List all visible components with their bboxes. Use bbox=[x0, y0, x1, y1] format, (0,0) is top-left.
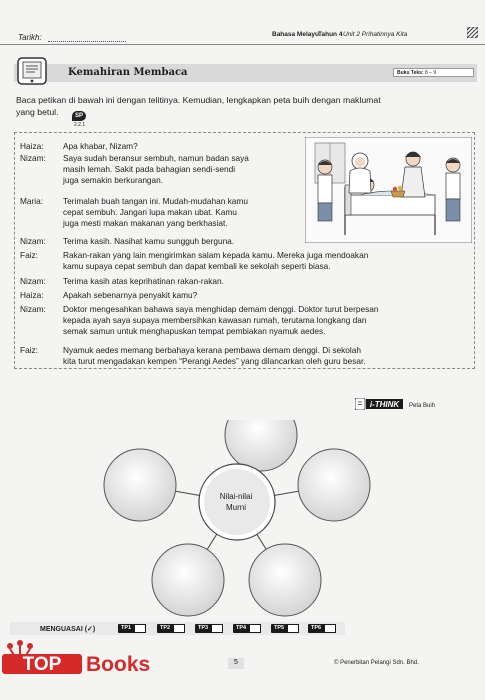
dialogue-line: Terima kasih atas keprihatinan rakan-rakan. bbox=[63, 276, 224, 286]
speaker-name: Nizam: bbox=[20, 236, 46, 246]
header-subject: Bahasa Melayu bbox=[272, 31, 319, 38]
mastery-level-6 bbox=[308, 624, 336, 633]
speaker-name: Faiz: bbox=[20, 250, 38, 260]
mastery-level-tag: TP3 bbox=[195, 624, 211, 633]
bubble-map bbox=[100, 420, 400, 620]
dialogue-text bbox=[63, 276, 224, 287]
mastery-checkbox[interactable] bbox=[249, 624, 261, 633]
dialogue-line: juga semakin berkurangan. bbox=[63, 175, 164, 185]
dialogue-line: kamu supaya cepat sembuh dan dapat kembali ke sekolah seperti biasa. bbox=[63, 261, 331, 271]
bubble-right bbox=[298, 449, 370, 521]
mastery-level-5 bbox=[271, 624, 299, 633]
dialogue-text bbox=[63, 304, 378, 337]
mastery-checkbox[interactable] bbox=[324, 624, 336, 633]
mastery-level-1 bbox=[118, 624, 146, 633]
hospital-visit-illustration bbox=[305, 137, 472, 243]
bubble-center-line-2: Murni bbox=[225, 503, 246, 512]
date-label: Tarikh: bbox=[18, 33, 42, 42]
bubble-center-line-1: Nilai-nilai bbox=[219, 492, 253, 501]
dialogue-text bbox=[63, 236, 234, 247]
dialogue-text bbox=[63, 141, 138, 152]
dialogue-line: Apa khabar, Nizam? bbox=[63, 141, 138, 151]
section-title: Kemahiran Membaca bbox=[68, 67, 188, 78]
dialogue-line: juga mesti makan makanan yang berkhasiat. bbox=[63, 218, 228, 228]
dialogue-line: Rakan-rakan yang lain mengirimkan salam kepada kamu. Mereka juga mendoakan bbox=[63, 250, 369, 260]
mastery-level-3 bbox=[195, 624, 223, 633]
svg-text:TOP: TOP bbox=[22, 654, 62, 674]
bubble-bottom-left bbox=[152, 544, 224, 616]
mastery-level-tag: TP4 bbox=[233, 624, 249, 633]
dialogue-line: semak samun untuk menghapuskan tempat pembiakan nyamuk aedes. bbox=[63, 326, 326, 336]
dialogue-text bbox=[63, 290, 197, 301]
dialogue-text bbox=[63, 153, 249, 186]
copyright: © Penerbitan Pelangi Sdn. Bhd. bbox=[334, 660, 419, 666]
page-number: 5 bbox=[234, 659, 238, 666]
bubble-left bbox=[104, 449, 176, 521]
topbooks-logo bbox=[2, 640, 177, 674]
bubble-center-label bbox=[196, 491, 276, 513]
mastery-checkbox[interactable] bbox=[173, 624, 185, 633]
mastery-checkbox[interactable] bbox=[211, 624, 223, 633]
mastery-level-tag: TP1 bbox=[118, 624, 134, 633]
reading-device-icon bbox=[14, 56, 54, 86]
svg-text:Books: Books bbox=[86, 653, 151, 674]
dialogue-line: Doktor mengesahkan bahawa saya menghidap demam denggi. Doktor turut berpesan bbox=[63, 304, 379, 314]
instruction-line-1: Baca petikan di bawah ini dengan telitinya. Kemudian, lengkapkan peta buih dengan maklumat bbox=[16, 95, 381, 105]
mastery-level-4 bbox=[233, 624, 261, 633]
mastery-label: MENGUASAI (✓) bbox=[40, 626, 96, 633]
dialogue-text bbox=[63, 196, 248, 229]
book-reference bbox=[393, 68, 474, 77]
sp-code: 2.2.1 bbox=[74, 122, 86, 128]
dialogue-line: Terima kasih. Nasihat kamu sungguh berguna. bbox=[63, 236, 235, 246]
mastery-checkbox[interactable] bbox=[287, 624, 299, 633]
speaker-name: Haiza: bbox=[20, 290, 44, 300]
header-year: Tahun 4 bbox=[318, 31, 343, 38]
ithink-brand: i-THINK bbox=[369, 400, 400, 409]
bubble-top bbox=[225, 420, 297, 471]
corner-stripes-icon bbox=[467, 27, 478, 38]
dialogue-line: masih lemah. Sakit pada bahagian sendi-sendi bbox=[63, 164, 236, 174]
speaker-name: Haiza: bbox=[20, 141, 44, 151]
dialogue-line: cepat sembuh. Jangan lupa makan ubat. Kamu bbox=[63, 207, 237, 217]
ithink-map-type: Peta Buih bbox=[409, 403, 436, 409]
speaker-name: Nizam: bbox=[20, 304, 46, 314]
mastery-level-tag: TP5 bbox=[271, 624, 287, 633]
mastery-level-tag: TP6 bbox=[308, 624, 324, 633]
bubble-bottom-right bbox=[249, 544, 321, 616]
instruction-line-2: yang betul. bbox=[16, 106, 59, 117]
mastery-checkbox[interactable] bbox=[134, 624, 146, 633]
dialogue-line: kepada ayah saya supaya membersihkan kawasan rumah, terutama longkang dan bbox=[63, 315, 367, 325]
dialogue-line: Terimalah buah tangan ini. Mudah-mudahan kamu bbox=[63, 196, 248, 206]
header-unit: Unit 2 Prihatinnya Kita bbox=[343, 31, 408, 38]
header-rule bbox=[0, 44, 485, 45]
dialogue-line: Nyamuk aedes memang berbahaya kerana pembawa demam denggi. Di sekolah bbox=[63, 345, 361, 355]
ithink-tag bbox=[355, 398, 465, 410]
speaker-name: Nizam: bbox=[20, 276, 46, 286]
dialogue-line: Apakah sebenarnya penyakit kamu? bbox=[63, 290, 198, 300]
speaker-name: Faiz: bbox=[20, 345, 38, 355]
sp-badge: SP bbox=[72, 111, 86, 121]
speaker-name: Maria: bbox=[20, 196, 44, 206]
dialogue-line: Saya sudah beransur sembuh, namun badan saya bbox=[63, 153, 249, 163]
date-line bbox=[48, 41, 126, 42]
speaker-name: Nizam: bbox=[20, 153, 46, 163]
book-ref-pages: 8 – 9 bbox=[424, 70, 437, 76]
dialogue-text bbox=[63, 250, 368, 272]
mastery-level-2 bbox=[157, 624, 185, 633]
dialogue-line: kita turut mengadakan kempen “Perangi Aedes” yang dilancarkan oleh guru besar. bbox=[63, 356, 366, 366]
book-ref-label: Buku Teks: bbox=[397, 70, 424, 76]
mastery-level-tag: TP2 bbox=[157, 624, 173, 633]
dialogue-text bbox=[63, 345, 366, 367]
